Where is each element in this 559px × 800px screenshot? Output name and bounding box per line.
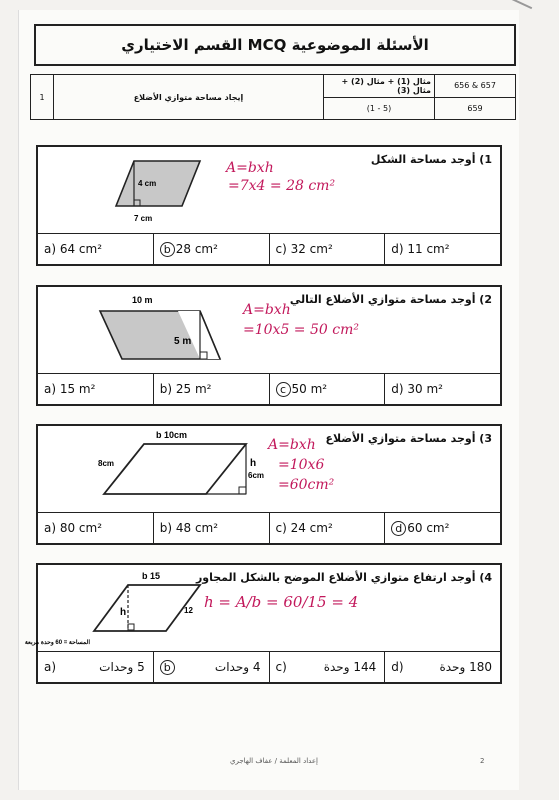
textbook-pages-top: 656 & 657 — [435, 75, 515, 98]
q3-work-line-2: =10x6 — [278, 457, 325, 473]
q1-option-b[interactable]: b 28 cm² — [154, 234, 270, 264]
q1-base-label: 7 cm — [134, 214, 153, 223]
question-2-prompt: 2) أوجد مساحة متوازي الأضلاع التالي — [289, 293, 492, 306]
textbook-pages-bottom: 659 — [467, 103, 483, 113]
q4-side-label: 12 — [184, 606, 193, 615]
question-2 — [36, 285, 502, 406]
q4-area-label: المساحة = 60 وحدة مربعة — [24, 640, 90, 646]
lesson-name: إيجاد مساحة متوازي الأضلاع — [133, 92, 244, 102]
question-4-figure — [24, 567, 200, 651]
q2-option-d[interactable]: d) 30 m² — [391, 382, 443, 396]
question-4-prompt: 4) أوجد ارتفاع متوازي الأضلاع الموضح بالشكل المجاور — [195, 571, 492, 584]
page-title: الأسئلة الموضوعية MCQ القسم الاختياري — [34, 24, 516, 66]
q2-base-label: 10 m — [132, 295, 153, 305]
q1-option-c[interactable]: c) 32 cm² — [270, 234, 386, 264]
lesson-examples: مثال (1) + مثال (2) + مثال (3) — [324, 75, 434, 98]
q2-option-c[interactable]: c 50 m² — [270, 374, 386, 404]
question-2-figure — [90, 289, 230, 369]
q3-option-a[interactable]: a) 80 cm² — [38, 513, 154, 543]
q3-work-line-3: =60cm² — [278, 477, 335, 493]
q3-h-label: h — [250, 458, 257, 469]
question-4 — [24, 563, 502, 684]
circled-answer: d — [391, 521, 406, 536]
page-number: 2 — [480, 757, 485, 765]
q1-option-d[interactable]: d) 11 cm² — [391, 242, 450, 256]
lesson-range: (1 - 5) — [366, 103, 392, 113]
footer-author: إعداد المعلمة / عفاف الهاجري — [230, 757, 318, 765]
q1-work-line-1: A=bxh — [226, 160, 274, 176]
question-3 — [36, 424, 502, 545]
q2-work-line-2: =10x5 = 50 cm² — [243, 322, 359, 338]
q3-option-c[interactable]: c) 24 cm² — [270, 513, 386, 543]
q4-option-b[interactable]: b 4 وحدات — [154, 652, 270, 682]
q4-h-label: h — [120, 607, 127, 618]
q4-option-d[interactable]: d) 180 وحدة — [391, 660, 492, 674]
q4-base-label: b 15 — [142, 571, 161, 581]
circled-answer: b — [160, 242, 175, 257]
lesson-info-table — [30, 74, 516, 120]
q4-option-a[interactable]: a) 5 وحدات — [38, 652, 154, 682]
circled-answer: b — [160, 660, 175, 675]
lesson-index: 1 — [39, 92, 45, 102]
q3-option-d[interactable]: d 60 cm² — [385, 513, 500, 543]
q3-height-label: 6cm — [248, 471, 265, 480]
q2-option-b[interactable]: b) 25 m² — [154, 374, 270, 404]
q4-option-c[interactable]: c) 144 وحدة — [270, 652, 386, 682]
q3-work-line-1: A=bxh — [268, 437, 316, 453]
q2-height-label: 5 m — [174, 336, 192, 347]
q3-option-b[interactable]: b) 48 cm² — [154, 513, 270, 543]
question-1 — [36, 145, 502, 266]
q1-option-a[interactable]: a) 64 cm² — [38, 234, 154, 264]
question-3-figure — [94, 428, 264, 512]
q3-base-label: b 10cm — [156, 430, 188, 440]
q1-work-line-2: =7x4 = 28 cm² — [228, 178, 336, 194]
q2-option-a[interactable]: a) 15 m² — [38, 374, 154, 404]
q2-work-line-1: A=bxh — [243, 302, 291, 318]
circled-answer: c — [276, 382, 291, 397]
q4-work: h = A/b = 60/15 = 4 — [204, 593, 359, 611]
q3-side-label: 8cm — [98, 459, 115, 468]
question-1-figure — [98, 151, 208, 231]
question-3-prompt: 3) أوجد مساحة متوازي الأضلاع — [325, 432, 492, 445]
question-1-prompt: 1) أوجد مساحة الشكل — [370, 153, 492, 166]
q1-height-label: 4 cm — [138, 179, 157, 188]
